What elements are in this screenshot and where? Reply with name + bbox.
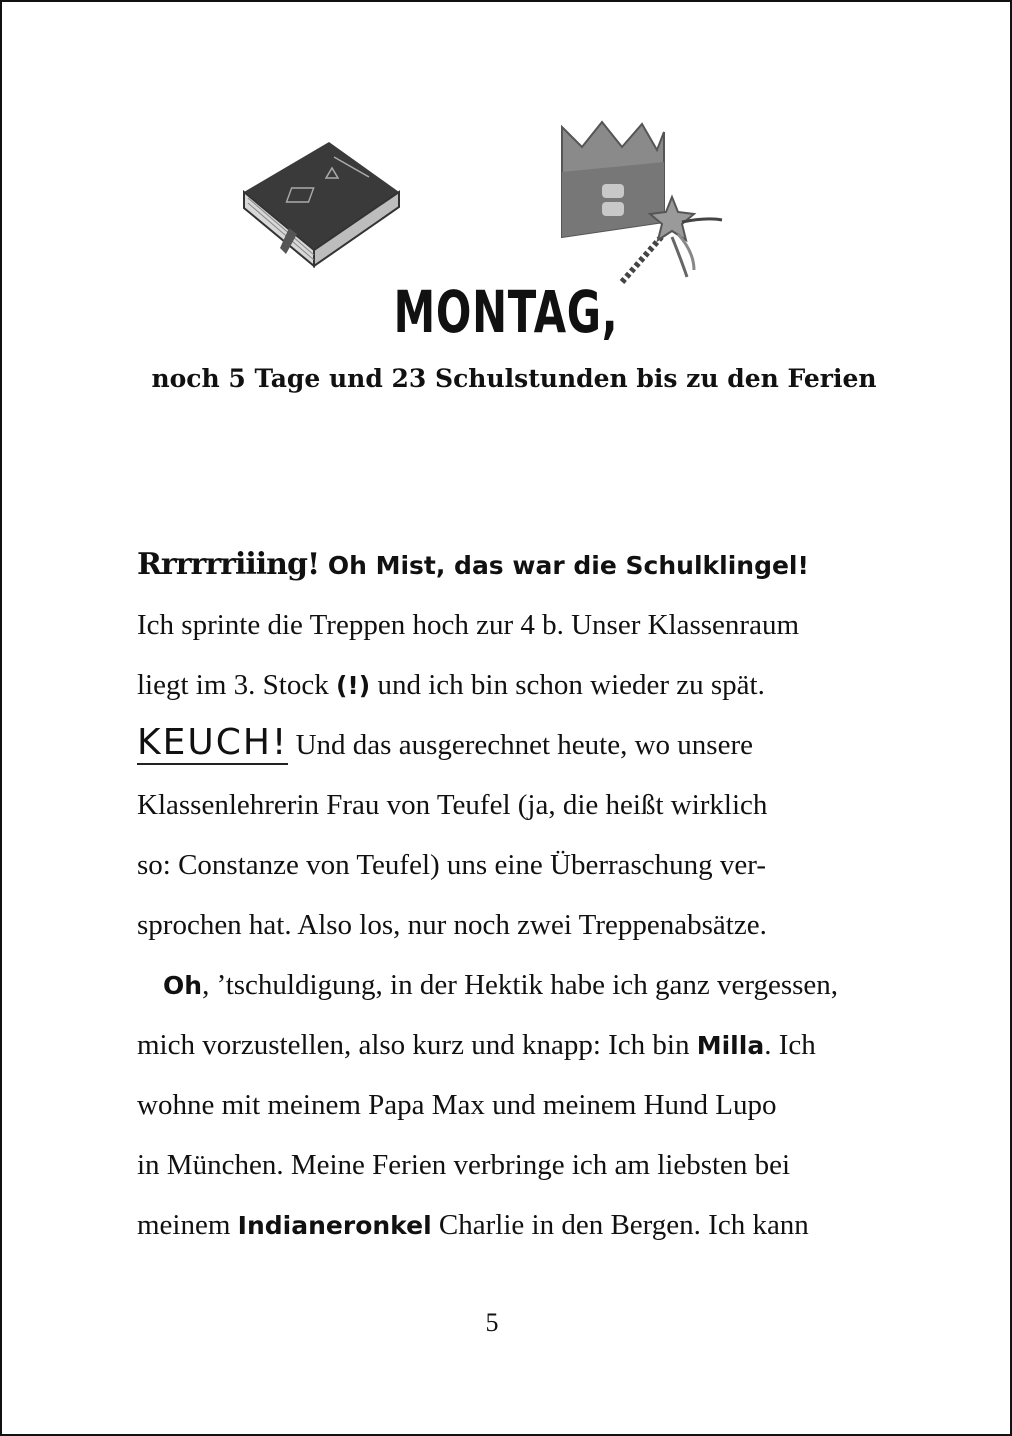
text-line: wohne mit meinem Papa Max und meinem Hund Lupo xyxy=(137,1089,777,1121)
body-text xyxy=(137,535,897,1255)
keuch-sound-word: KEUCH! xyxy=(137,722,289,763)
text-line xyxy=(137,655,897,715)
crown-and-wand-illustration xyxy=(522,102,772,302)
text-line: in München. Meine Ferien verbringe ich am liebsten bei xyxy=(137,1149,791,1181)
handwritten-phrase: Oh Mist, das war die Schulklingel! xyxy=(319,551,809,580)
text-span: liegt im 3. Stock xyxy=(137,669,336,701)
text-span: . Ich xyxy=(764,1029,816,1061)
text-span: Und das ausgerechnet heute, wo unsere xyxy=(288,729,753,761)
exclamation-mark: (!) xyxy=(335,671,371,700)
text-line xyxy=(137,1015,897,1075)
doorbell-sound-word: Rrrrrriiing! xyxy=(137,547,320,582)
text-line: sprochen hat. Also los, nur noch zwei Treppenabsätze. xyxy=(137,909,767,941)
text-line xyxy=(137,715,897,775)
text-line xyxy=(137,535,897,595)
text-line: so: Constanze von Teufel) uns eine Überraschung ver- xyxy=(137,849,767,881)
emphasis-word: Oh xyxy=(163,971,203,1000)
book-illustration xyxy=(234,132,404,272)
text-line xyxy=(137,1195,897,1255)
text-span: mich vorzustellen, also kurz und knapp: Ich bin xyxy=(137,1029,697,1061)
text-line: Klassenlehrerin Frau von Teufel (ja, die heißt wirklich xyxy=(137,789,768,821)
text-line xyxy=(137,955,897,1015)
name-milla: Milla xyxy=(696,1031,765,1060)
chapter-subtitle: noch 5 Tage und 23 Schulstunden bis zu den Ferien xyxy=(151,364,877,393)
text-span: und ich bin schon wieder zu spät. xyxy=(370,669,765,701)
text-span: meinem xyxy=(137,1209,238,1241)
text-span: , ’tschuldigung, in der Hektik habe ich ganz vergessen, xyxy=(202,969,839,1001)
chapter-title: MONTAG, xyxy=(393,278,619,346)
indianeronkel-word: Indianeronkel xyxy=(237,1211,432,1240)
text-span: Charlie in den Bergen. Ich kann xyxy=(431,1209,809,1241)
text-line: Ich sprinte die Treppen hoch zur 4 b. Unser Klassenraum xyxy=(137,609,800,641)
page-number: 5 xyxy=(485,1308,499,1337)
